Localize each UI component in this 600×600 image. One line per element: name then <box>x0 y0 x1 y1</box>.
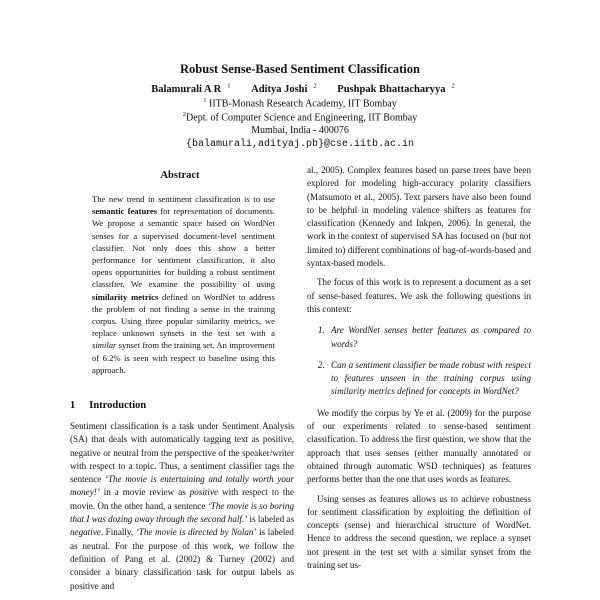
abstract-text: defined on WordNet to address the problem of not finding a sense in the training corpus. Using three popular similarity metrics, we replace unknown synsets in the test set with a <box>92 291 275 339</box>
question-item: 1. Are WordNet senses better features as compared to words? <box>327 324 531 351</box>
paragraph: The focus of this work is to represent a document as a set of sense-based features. We ask the following questions in this context: <box>307 277 531 314</box>
body-text: in a movie review as <box>99 487 190 498</box>
example-sentence: ‘The movie is directed by Nolan’ <box>135 527 257 538</box>
abstract-text: The new trend in sentiment classification is to use <box>92 194 275 204</box>
affiliation <box>0 97 600 109</box>
label-term: negative <box>70 527 101 538</box>
example-sentence: ‘The movie is so boring that I was dozing away through the second half.’ <box>70 500 294 525</box>
author-email: {balamurali,adityaj.pb}@cse.iitb.ac.in <box>185 139 415 150</box>
abstract-text: for representation of documents. We propose a semantic space based on WordNet senses for a supervised document-level sentiment classifier. Not only does this show a better performance for sentiment classification, it also opens opportunities for building a robust sentiment classifier. We examine the possibility of using <box>92 206 275 290</box>
author <box>145 84 230 95</box>
research-questions <box>307 324 531 398</box>
body-text: is labeled as <box>247 514 294 525</box>
author-mark: 2 <box>313 82 317 89</box>
right-column <box>307 164 531 572</box>
affiliation <box>0 111 600 123</box>
author-mark: 2 <box>451 82 455 89</box>
abstract-bold-term: similarity metrics <box>92 291 159 302</box>
body-text: . Finally, <box>100 527 136 538</box>
paragraph: We modify the corpus by Ye et al. (2009) for the purpose of our experiments related to sense-based sentiment classification. To address the first question, we show that the approach that uses senses (either manually annotated or obtained through automatic WSD techniques) as features performs better than the one that uses words as features. <box>307 407 531 485</box>
author-name: Pushpak Bhattacharyya <box>337 83 446 95</box>
abstract-heading: Abstract <box>160 170 200 181</box>
affiliation-mark: 2 <box>182 111 187 118</box>
body-text: Sentiment classification is a task under Sentiment Analysis (SA) that deals with automatically tagging text as positive, negative or neutral from the perspective of the speaker/writer with respect to a topic. Thus, a sentiment classifier tags the sentence <box>70 421 294 485</box>
section-title: Introduction <box>89 400 147 411</box>
paper-title: Robust Sense-Based Sentiment Classification <box>180 62 420 76</box>
location: Mumbai, India - 400076 <box>251 125 349 136</box>
section-number: 1 <box>70 400 76 411</box>
author <box>245 84 317 95</box>
example-sentence: ‘The movie is entertaining and totally worth your money!’ <box>70 474 294 498</box>
body-text: is labeled as neutral. For the purpose of this work, we follow the definition of Pang et al. (2002) & Turney (2002) and consider a binary classification task for output labels as positive and <box>70 527 294 591</box>
abstract-body <box>92 193 275 376</box>
paragraph: Using senses as features allows us to achieve robustness for sentiment classification by exploiting the definition of concepts (sense) and hierarchical structure of WordNet. Hence to address the second question, we replace a synset not present in the test set with a similar synset from the training set us- <box>307 493 531 571</box>
abstract-text: synset from the training set. An improvement of 6.2% is seen with respect to baseline using this approach. <box>92 340 275 375</box>
affiliation-text: Dept. of Computer Science and Engineering, IIT Bombay <box>186 112 418 124</box>
author-mark: 1 <box>227 82 231 89</box>
question-item: 2. Can a sentiment classifier be made robust with respect to features unseen in the training corpus using similarity metrics defined for concepts in WordNet? <box>327 359 531 399</box>
section-heading-introduction <box>70 400 146 411</box>
affiliation-text: IITB-Monash Research Academy, IIT Bombay <box>209 98 397 110</box>
introduction-body <box>70 420 294 593</box>
author-name: Aditya Joshi <box>251 83 308 95</box>
affiliation-mark: 1 <box>203 97 207 104</box>
author-list <box>0 82 600 95</box>
paragraph: al., 2005). Complex features based on parse trees have been explored for modeling high-accuracy polarity classifiers (Matsumoto et al., 2005). Text parsers have also been found to be helpful in modeling valence shifters as features for classification (Kennedy and Inkpen, 2006). In general, the work in the context of supervised SA has focused on (but not limited to) different combinations of bag-of-words-based and syntax-based models. <box>307 165 531 269</box>
abstract-italic-term: similar <box>92 340 117 351</box>
body-text: with respect to the movie. On the other hand, a sentence <box>70 487 295 511</box>
label-term: positive <box>189 487 219 498</box>
author-name: Balamurali A R <box>151 83 222 95</box>
author <box>331 84 454 95</box>
abstract-bold-term: semantic features <box>92 206 158 217</box>
